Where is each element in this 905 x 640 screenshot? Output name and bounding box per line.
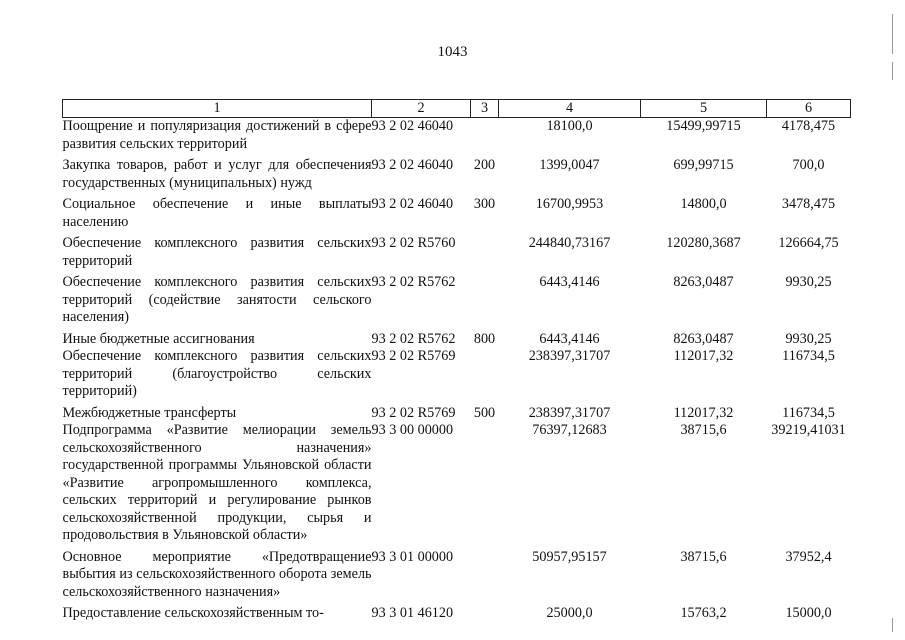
row-type — [471, 235, 499, 274]
row-value-4: 1399,0047 — [539, 157, 600, 173]
row-value-5: 8263,0487 — [673, 330, 734, 347]
row-name: Закупка товаров, работ и услуг для обеспечения государственных (муниципальных) нужд — [62, 157, 372, 191]
row-name: Обеспечение комплексного развития сельских территорий (содействие занятости сельского населения) — [62, 274, 372, 325]
row-value-6: 9930,25 — [785, 330, 832, 347]
column-header-3: 3 — [471, 100, 499, 118]
row-value-4: 238397,31707 — [528, 404, 611, 421]
page-number: 1043 — [437, 44, 468, 60]
row-value-5: 14800,0 — [680, 196, 727, 212]
row-value-5: 120280,3687 — [666, 235, 741, 251]
row-value-6: 4178,475 — [781, 118, 836, 134]
column-header-4: 4 — [499, 100, 641, 118]
row-code: 93 2 02 R5769 — [371, 404, 456, 421]
page-edge-mark — [892, 62, 893, 80]
row-name: Обеспечение комплексного развития сельских территорий — [62, 235, 372, 269]
row-value-4: 6443,4146 — [539, 274, 600, 290]
table-row — [63, 196, 851, 235]
column-header-5: 5 — [641, 100, 767, 118]
row-value-4: 244840,73167 — [528, 235, 611, 251]
row-value-5: 8263,0487 — [673, 274, 734, 290]
row-name: Социальное обеспечение и иные выплаты населению — [62, 196, 372, 230]
row-code: 93 2 02 46040 — [371, 118, 454, 134]
row-code: 93 2 02 46040 — [371, 157, 454, 173]
column-header-2: 2 — [372, 100, 471, 118]
row-name: Предоставление сельскохозяйственным то- — [62, 605, 324, 621]
row-value-4: 238397,31707 — [528, 348, 611, 364]
table-row — [63, 549, 851, 606]
row-value-6: 9930,25 — [785, 274, 832, 290]
row-value-6: 39219,41031 — [771, 422, 846, 438]
table-row — [63, 118, 851, 158]
row-value-5: 112017,32 — [673, 348, 734, 364]
table-row — [63, 157, 851, 196]
row-value-6: 15000,0 — [785, 605, 832, 621]
row-value-5: 15763,2 — [680, 605, 727, 621]
row-value-4: 6443,4146 — [539, 330, 600, 347]
budget-table — [62, 99, 851, 623]
row-type — [471, 118, 499, 158]
row-type — [471, 549, 499, 606]
row-type — [471, 422, 499, 549]
row-value-4: 16700,9953 — [535, 196, 604, 212]
row-code: 93 2 02 R5769 — [371, 348, 456, 364]
row-value-6: 116734,5 — [782, 348, 835, 364]
column-header-1: 1 — [63, 100, 372, 118]
row-value-5: 15499,99715 — [666, 118, 741, 134]
table-row — [63, 348, 851, 405]
row-name: Межбюджетные трансферты — [62, 404, 237, 421]
row-value-5: 38715,6 — [680, 422, 727, 438]
table-row — [63, 405, 851, 423]
row-code: 93 2 02 R5762 — [371, 330, 456, 347]
row-name: Поощрение и популяризация достижений в сфере развития сельских территорий — [62, 118, 372, 152]
row-type — [471, 605, 499, 623]
table-row — [63, 274, 851, 331]
row-value-5: 112017,32 — [673, 404, 734, 421]
row-value-4: 25000,0 — [546, 605, 593, 621]
row-code: 93 3 01 00000 — [371, 548, 454, 565]
row-code: 93 3 00 00000 — [371, 422, 454, 438]
row-type: 200 — [473, 157, 496, 173]
row-value-6: 116734,5 — [782, 404, 835, 421]
row-value-5: 38715,6 — [680, 548, 727, 565]
row-name: Подпрограмма «Развитие мелиорации земель сельскохозяйственного назначения» государственной программы Ульяновской области «Развитие агропромышленного комплекса, сельских территорий и регулирование рынков сельскохозяйственной продукции, сырья и продовольствия в Ульяновской области» — [62, 422, 372, 543]
page-edge-mark — [892, 618, 893, 632]
row-code: 93 2 02 R5762 — [371, 274, 456, 290]
row-name: Основное мероприятие «Предотвращение выбытия из сельскохозяйственного оборота земель сельскохозяйственного назначения» — [62, 548, 372, 600]
row-type — [471, 348, 499, 405]
row-type: 500 — [473, 404, 496, 421]
row-code: 93 2 02 R5760 — [371, 235, 456, 251]
row-name: Иные бюджетные ассигнования — [62, 330, 255, 347]
row-type: 800 — [473, 330, 496, 347]
table-row — [63, 605, 851, 623]
row-value-6: 700,0 — [792, 157, 825, 173]
row-value-6: 126664,75 — [778, 235, 839, 251]
row-type: 300 — [473, 196, 496, 212]
row-value-6: 37952,4 — [785, 548, 832, 565]
row-value-5: 699,99715 — [673, 157, 734, 173]
row-type — [471, 274, 499, 331]
row-code: 93 2 02 46040 — [371, 196, 454, 212]
row-code: 93 3 01 46120 — [371, 605, 454, 621]
table-row — [63, 235, 851, 274]
row-value-4: 50957,95157 — [532, 548, 607, 565]
table-header-row — [63, 100, 851, 118]
table-row — [63, 331, 851, 349]
table-row — [63, 422, 851, 549]
column-header-6: 6 — [767, 100, 851, 118]
page-edge-mark — [892, 14, 893, 54]
row-value-6: 3478,475 — [781, 196, 836, 212]
row-name: Обеспечение комплексного развития сельских территорий (благоустройство сельских территорий) — [62, 348, 372, 399]
row-value-4: 76397,12683 — [532, 422, 607, 438]
row-value-4: 18100,0 — [546, 118, 593, 134]
